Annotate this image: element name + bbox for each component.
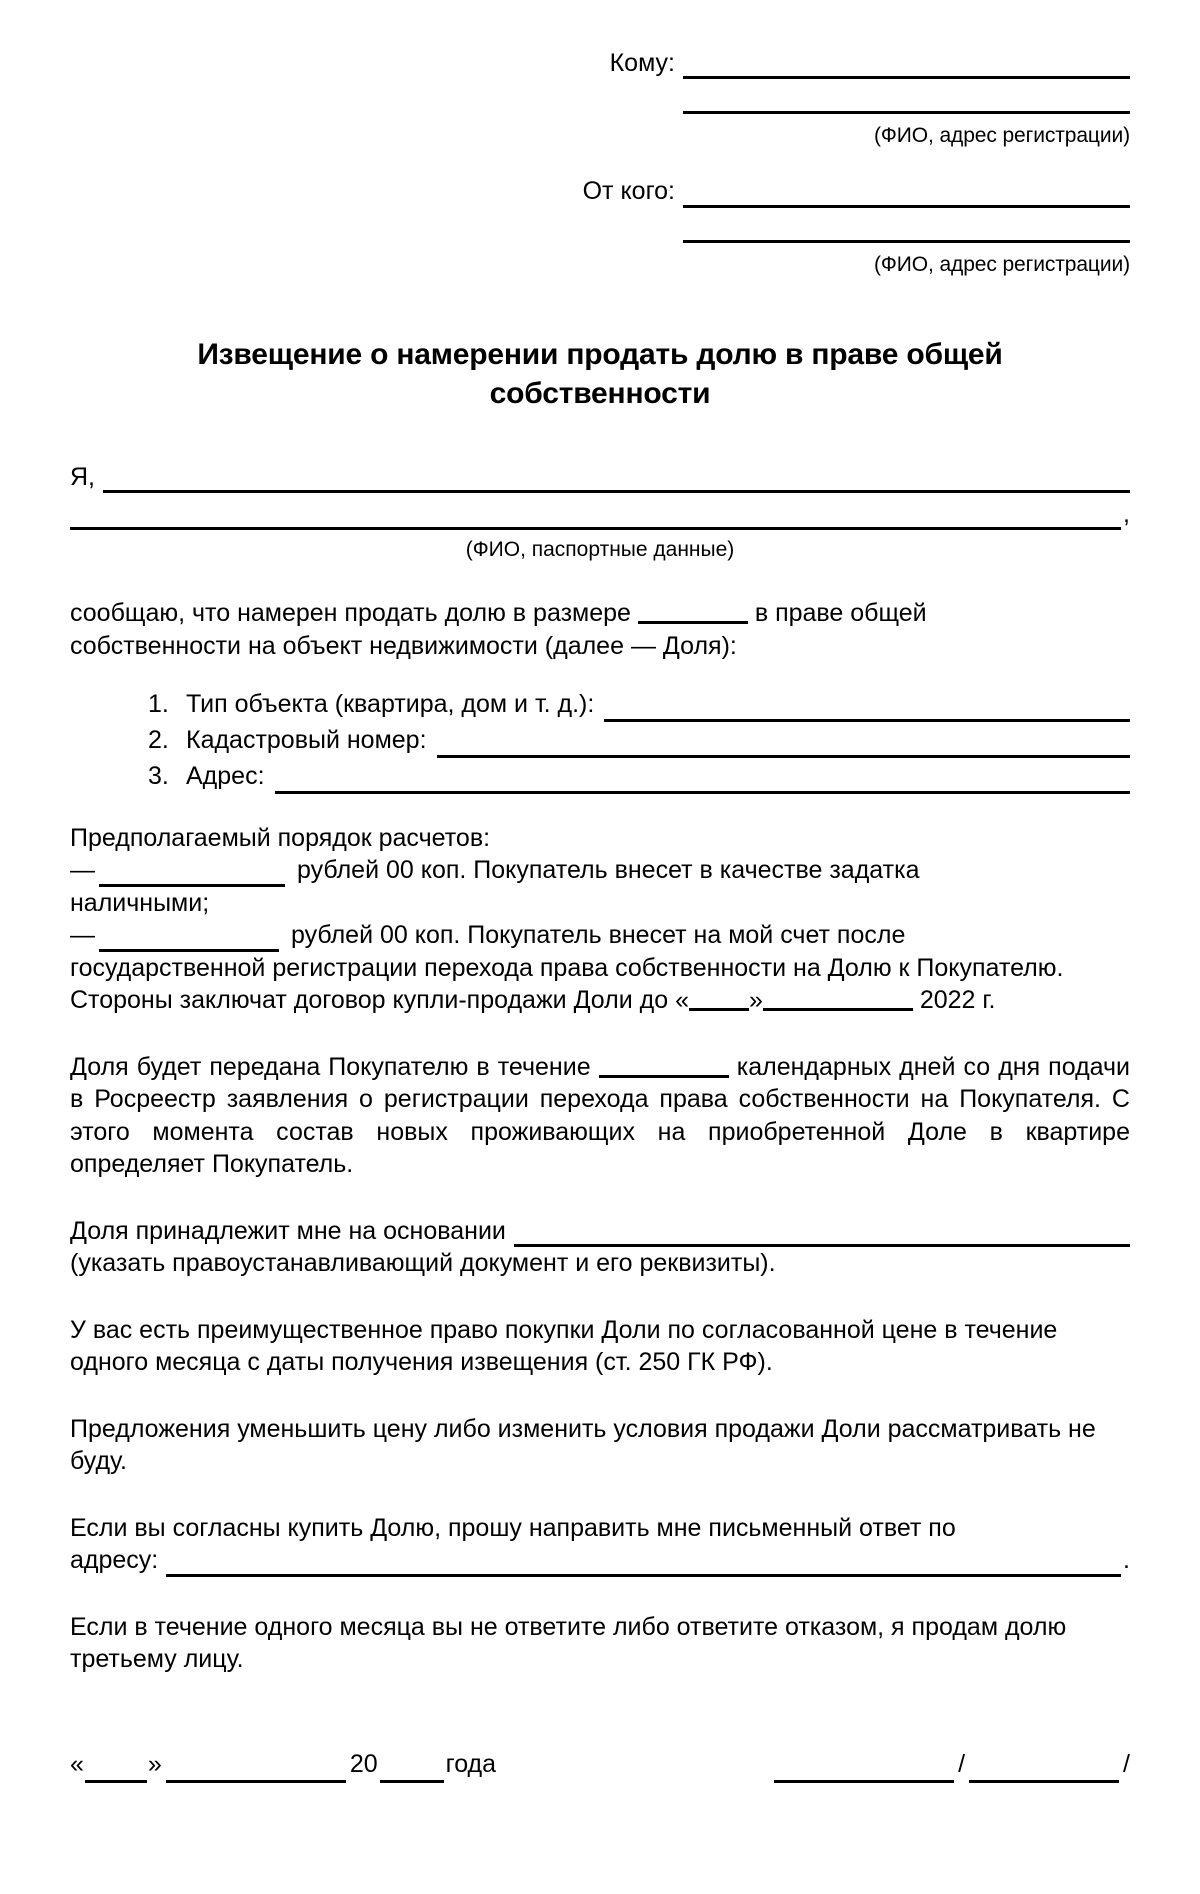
spacer: [70, 662, 1130, 688]
object-type-fill[interactable]: [604, 692, 1130, 722]
spacer: [70, 1577, 1130, 1611]
payment-row-1: [70, 854, 1130, 887]
contract-quote-close: »: [748, 986, 763, 1015]
share-size-fill[interactable]: [638, 599, 748, 625]
noreply-paragraph: Если в течение одного месяца вы не ответите либо ответите отказом, я продам долю третьему лицу.: [70, 1612, 1067, 1674]
intro-text-line2: собственности на объект недвижимости (далее — Доля):: [70, 631, 737, 660]
date-quote-open: «: [70, 1749, 84, 1778]
contract-day-fill[interactable]: [689, 986, 749, 1012]
list-item-number: 2.: [148, 726, 169, 755]
sender-fill-line-1[interactable]: [683, 179, 1130, 208]
signature-day-fill[interactable]: [85, 1758, 147, 1784]
declarant-label: Я,: [70, 462, 95, 491]
list-item-number: 1.: [148, 690, 169, 719]
signature-name-block: [770, 1748, 1130, 1781]
spacer: [70, 1181, 1130, 1215]
date-year-prefix: 20: [349, 1749, 378, 1778]
intro-text-after: в праве общей: [754, 599, 927, 628]
payment-heading: Предполагаемый порядок расчетов:: [70, 823, 491, 852]
spacer: [70, 1478, 1130, 1512]
signature-name-fill[interactable]: [969, 1758, 1119, 1784]
recipient-label: Кому:: [609, 49, 675, 77]
reply-address-period: .: [1123, 1546, 1130, 1575]
recipient-header-block: [510, 48, 1130, 277]
spacer: [70, 1017, 1130, 1051]
signature-sign-fill[interactable]: [774, 1758, 954, 1784]
date-quote-close: »: [147, 1749, 162, 1778]
recipient-row: [510, 48, 1130, 79]
list-item-number: 3.: [148, 761, 169, 790]
cadastral-number-fill[interactable]: [437, 728, 1130, 758]
object-address-fill[interactable]: [275, 764, 1130, 794]
list-item-label: Кадастровый номер:: [186, 726, 427, 755]
ownership-basis-row: [70, 1215, 1130, 1248]
signature-footer: [70, 1748, 1130, 1781]
sender-caption: (ФИО, адрес регистрации): [874, 252, 1130, 276]
object-details-list: [70, 688, 1130, 793]
header-gap: [510, 148, 1130, 176]
signature-year-fill[interactable]: [380, 1758, 444, 1784]
declarant-fill-line-2[interactable]: [70, 497, 1121, 530]
intro-text-before: сообщаю, что намерен продать долю в размере: [70, 599, 631, 628]
declarant-fill-line-1[interactable]: [103, 463, 1130, 493]
payment-text-2: рублей 00 коп. Покупатель внесет на мой счет после: [291, 921, 906, 950]
payment-dash: —: [70, 856, 95, 885]
sender-fill-line-2[interactable]: [683, 210, 1130, 243]
reply-address-row: [70, 1544, 1130, 1577]
deposit-amount-fill[interactable]: [99, 857, 285, 887]
list-item: [70, 760, 1130, 794]
document-body: [70, 461, 1130, 1781]
transfer-paragraph: [70, 1051, 1130, 1181]
ownership-basis-fill[interactable]: [514, 1217, 1130, 1247]
payment-text-2-cont: государственной регистрации перехода права собственности на Долю к Покупателю.: [70, 953, 1064, 982]
list-item: [70, 724, 1130, 758]
ownership-basis-note: (указать правоустанавливающий документ и его реквизиты).: [70, 1249, 776, 1278]
refusal-paragraph: Предложения уменьшить цену либо изменить условия продажи Доли рассматривать не буду.: [70, 1414, 1096, 1476]
sender-label: От кого:: [582, 177, 675, 206]
transfer-text-before: Доля будет передана Покупателю в течение: [70, 1052, 591, 1081]
declarant-caption: (ФИО, паспортные данные): [465, 538, 735, 561]
signature-slash-2: /: [1123, 1749, 1130, 1778]
list-item: [70, 688, 1130, 722]
contract-deadline-row: [70, 984, 1130, 1017]
list-item-label: Адрес:: [186, 761, 265, 790]
payment-dash: —: [70, 921, 95, 950]
document-title: Извещение о намерении продать долю в праве общей собственности: [197, 337, 1003, 410]
declarant-row-2: [70, 497, 1130, 530]
declarant-row-1: [70, 461, 1130, 494]
spacer: [70, 796, 1130, 822]
contract-deadline-text: Стороны заключат договор купли-продажи Доли до «: [70, 986, 689, 1015]
transfer-days-fill[interactable]: [599, 1052, 729, 1078]
balance-amount-fill[interactable]: [99, 922, 279, 952]
signature-date-block: [70, 1748, 496, 1781]
preemption-paragraph: У вас есть преимущественное право покупки Доли по согласованной цене в течение одного месяца с даты получения извещения (ст. 250 ГК РФ).: [70, 1315, 1058, 1377]
sender-row: [510, 176, 1130, 207]
contract-month-fill[interactable]: [763, 986, 913, 1012]
spacer: [70, 563, 1130, 597]
recipient-fill-line-1[interactable]: [683, 50, 1130, 79]
reply-address-label: адресу:: [70, 1546, 159, 1575]
list-item-label: Тип объекта (квартира, дом и т. д.):: [186, 690, 595, 719]
declarant-comma: ,: [1123, 499, 1130, 528]
signature-month-fill[interactable]: [166, 1758, 346, 1784]
payment-text-1: рублей 00 коп. Покупатель внесет в качестве задатка: [297, 856, 920, 885]
transfer-text-after: календарных дней со дня подачи в Росреестр заявления о регистрации перехода права собственности на Покупателя. С этого момента состав новых проживающих на приобретенной Доле в квартире определяет Покупатель.: [70, 1052, 1131, 1179]
date-year-word: года: [445, 1749, 497, 1778]
recipient-fill-line-2[interactable]: [683, 81, 1130, 114]
signature-slash-1: /: [958, 1749, 966, 1778]
payment-text-1-cont: наличными;: [70, 888, 210, 917]
reply-paragraph-line1: Если вы согласны купить Долю, прошу направить мне письменный ответ по: [70, 1513, 956, 1542]
spacer: [70, 1379, 1130, 1413]
payment-row-2: [70, 919, 1130, 952]
reply-address-fill[interactable]: [166, 1547, 1121, 1577]
contract-year: 2022 г.: [919, 986, 996, 1015]
spacer: [70, 1280, 1130, 1314]
ownership-basis-label: Доля принадлежит мне на основании: [70, 1216, 506, 1245]
recipient-caption: (ФИО, адрес регистрации): [874, 124, 1130, 148]
intro-paragraph: [70, 597, 1130, 662]
